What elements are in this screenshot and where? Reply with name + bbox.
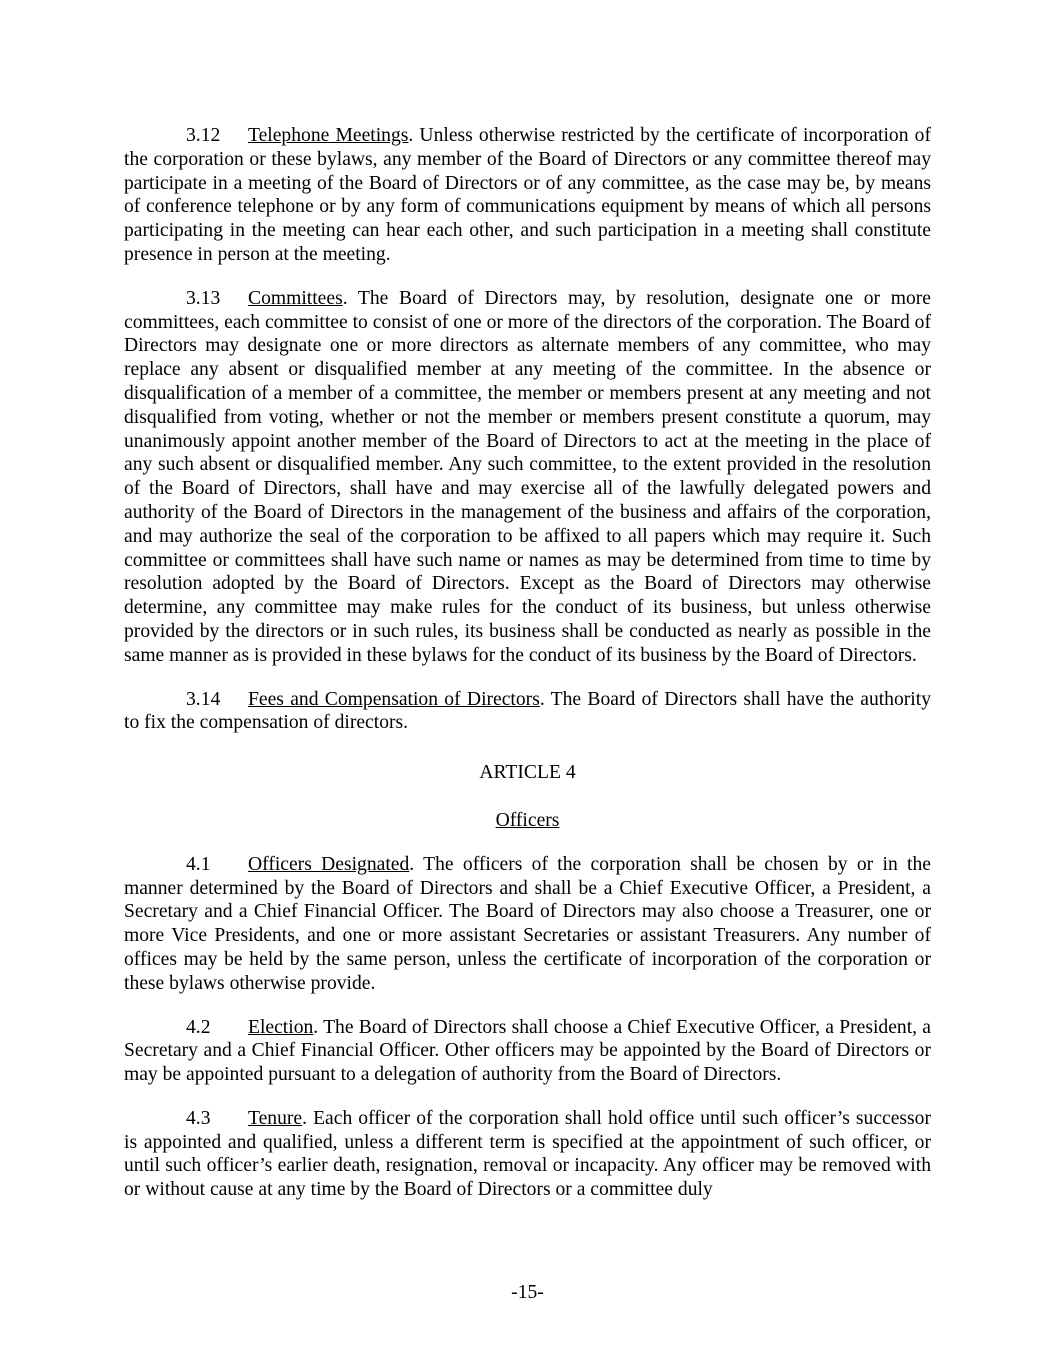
article-subheading-text: Officers	[495, 809, 560, 831]
section-4-2	[124, 1016, 931, 1087]
section-3-14	[124, 688, 931, 736]
section-body: . The Board of Directors shall choose a Chief Executive Officer, a President, a Secretary and a Chief Financial Officer. Other officers may be appointed by the Board of Directors or may be appointed pursuant to a delegation of authority from the Board of Directors.	[124, 1016, 931, 1086]
section-title: Tenure	[248, 1107, 303, 1129]
section-body: . Unless otherwise restricted by the certificate of incorporation of the corporation or these bylaws, any member of the Board of Directors or any committee thereof may participate in a meeting of the Board of Directors or of any committee, as the case may be, by means of conference telephone or by any form of communications equipment by means of which all persons participating in the meeting can hear each other, and such participation in a meeting shall constitute presence in person at the meeting.	[124, 125, 931, 265]
section-number: 3.13	[186, 287, 221, 309]
section-4-3	[124, 1107, 931, 1202]
page-number: -15-	[511, 1282, 544, 1303]
section-title: Officers Designated	[248, 853, 410, 875]
section-number: 3.12	[186, 125, 221, 146]
section-number: 3.14	[186, 688, 221, 710]
section-title: Election	[248, 1016, 314, 1038]
article-heading: ARTICLE 4	[479, 762, 576, 784]
article-subheading	[124, 809, 931, 833]
document-page	[124, 124, 931, 1222]
section-title: Telephone Meetings	[248, 125, 409, 146]
section-body: . Each officer of the corporation shall hold office until such officer’s successor is appointed and qualified, unless a different term is specified at the appointment of such officer, or until such officer’s earlier death, resignation, removal or incapacity. Any officer may be removed with or without cause at any time by the Board of Directors or a committee duly	[124, 1107, 931, 1201]
section-3-13	[124, 287, 931, 668]
section-title: Fees and Compensation of Directors	[248, 688, 540, 710]
section-4-1	[124, 853, 931, 996]
section-body: . The Board of Directors may, by resolution, designate one or more committees, each committee to consist of one or more of the directors of the corporation. The Board of Directors may designate one or more directors as alternate members of any committee, who may replace any absent or disqualified member at any meeting of the committee. In the absence or disqualification of a member of a committee, the member or members present at any meeting and not disqualified from voting, whether or not the member or members present constitute a quorum, may unanimously appoint another member of the Board of Directors to act at the meeting in the place of any such absent or disqualified member. Any such committee, to the extent provided in the resolution of the Board of Directors, shall have and may exercise all of the lawfully delegated powers and authority of the Board of Directors in the management of the business and affairs of the corporation, and may authorize the seal of the corporation to be affixed to all papers which may require it. Such committee or committees shall have such name or names as may be determined from time to time by resolution adopted by the Board of Directors. Except as the Board of Directors may otherwise determine, any committee may make rules for the conduct of its business, but unless otherwise provided by the directors or in such rules, its business shall be conducted as nearly as possible in the same manner as is provided in these bylaws for the conduct of its business by the Board of Directors.	[124, 287, 931, 666]
section-title: Committees	[248, 287, 343, 309]
section-number: 4.1	[186, 853, 211, 875]
section-number: 4.2	[186, 1016, 211, 1038]
section-body: . The Board of Directors shall have the authority to fix the compensation of directors.	[124, 688, 931, 734]
section-3-12	[124, 124, 931, 267]
section-number: 4.3	[186, 1107, 211, 1129]
section-body: . The officers of the corporation shall be chosen by or in the manner determined by the Board of Directors and shall be a Chief Executive Officer, a President, a Secretary and a Chief Financial Officer. The Board of Directors may also choose a Treasurer, one or more Vice Presidents, and one or more assistant Secretaries or assistant Treasurers. Any number of offices may be held by the same person, unless the certificate of incorporation of the corporation or these bylaws otherwise provide.	[124, 853, 931, 994]
